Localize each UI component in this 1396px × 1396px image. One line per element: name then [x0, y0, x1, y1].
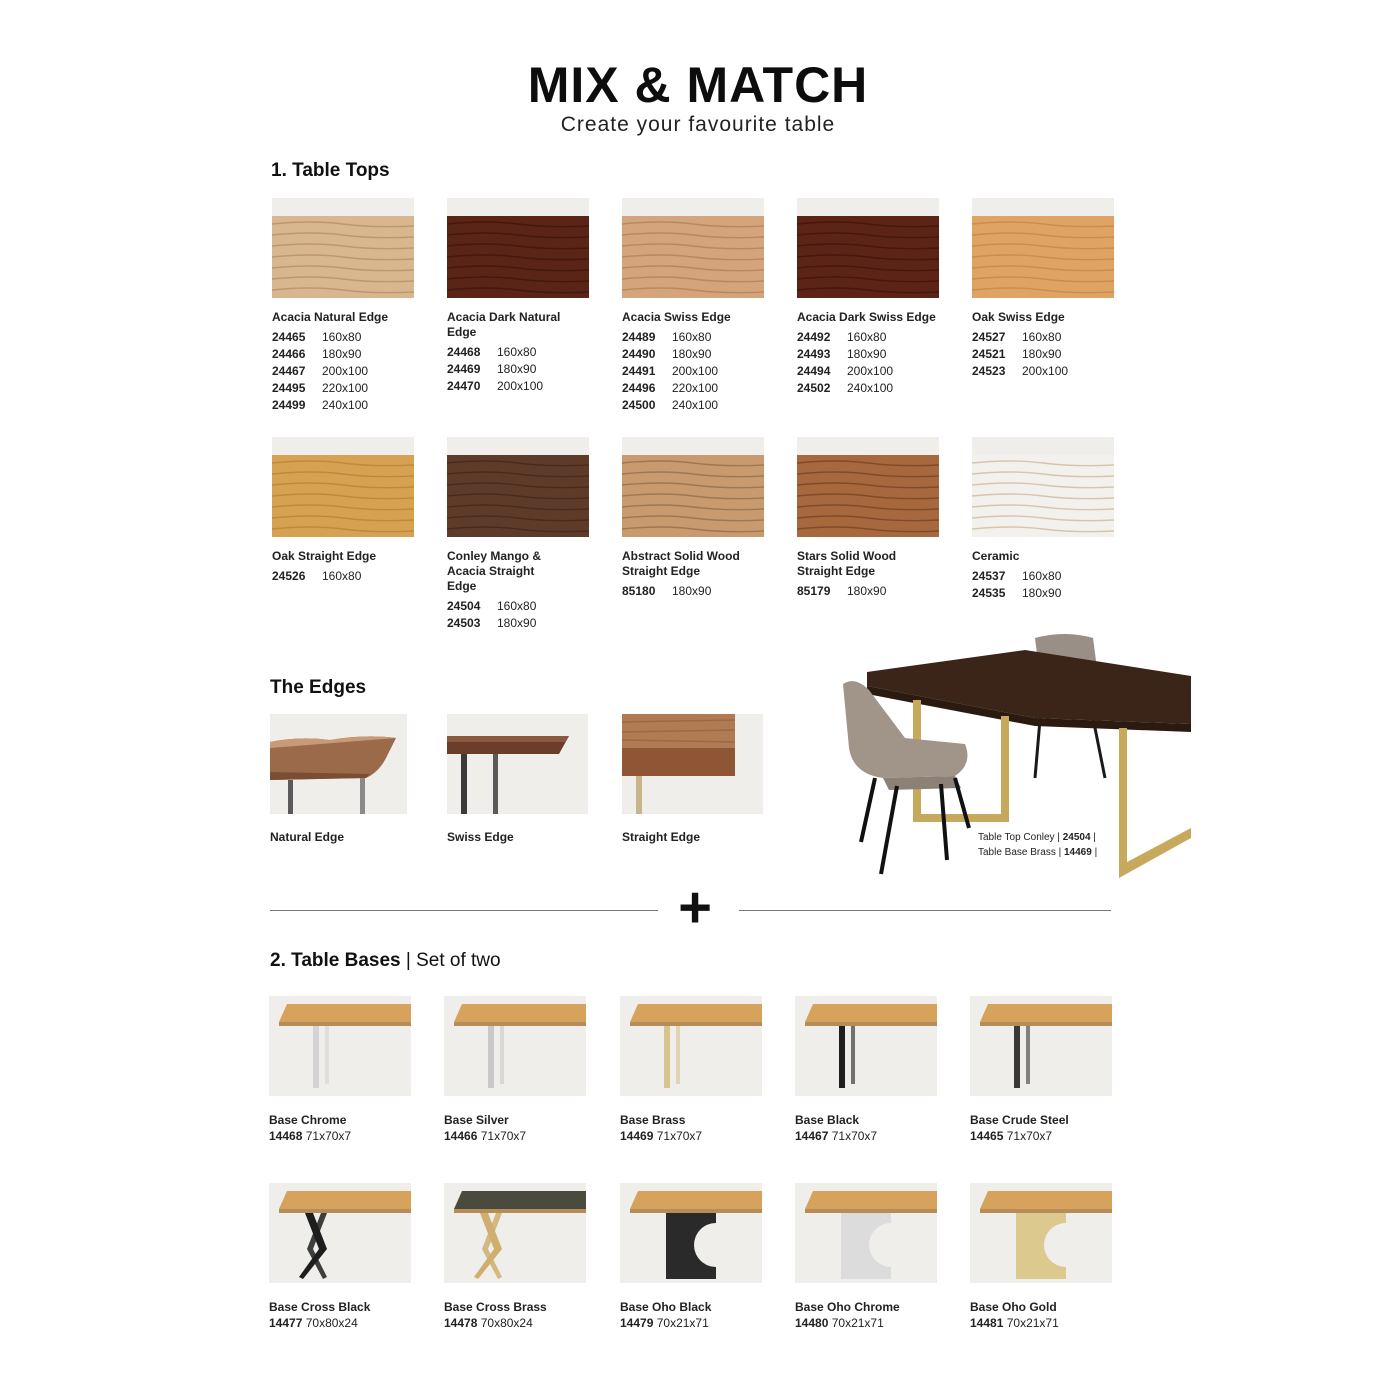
size-row: [972, 568, 1114, 585]
size-row: [972, 329, 1114, 346]
size-row: [797, 329, 939, 346]
size-row: [622, 397, 764, 414]
dimension: 200x100: [672, 364, 719, 378]
table-base-spec: [795, 1315, 937, 1331]
table-base-name: Base Silver: [444, 1113, 509, 1127]
dimension: 180x90: [672, 347, 712, 361]
table-base-card[interactable]: [970, 1183, 1112, 1331]
article-code: 14478: [444, 1316, 478, 1330]
article-code: 24503: [447, 616, 481, 630]
table-top-name: Stars Solid Wood Straight Edge: [797, 549, 897, 578]
divider-line-right: [739, 910, 1111, 911]
dimension: 240x100: [672, 398, 719, 412]
table-base-card[interactable]: [795, 1183, 937, 1331]
size-row: [797, 380, 939, 397]
table-top-card[interactable]: [272, 437, 414, 585]
dimension: 200x100: [322, 364, 369, 378]
size-row: [447, 378, 589, 395]
table-top-swatch: [447, 198, 589, 298]
article-code: 14468: [269, 1129, 303, 1143]
page-title: MIX & MATCH: [527, 57, 869, 113]
edge-name: Natural Edge: [270, 830, 345, 844]
table-base-name: Base Crude Steel: [970, 1113, 1069, 1127]
table-base-image: [269, 996, 411, 1096]
table-base-image: [970, 1183, 1112, 1283]
size-row: [272, 568, 414, 585]
table-base-name: Base Oho Black: [620, 1300, 712, 1314]
table-top-card[interactable]: [972, 437, 1114, 602]
table-top-name: Acacia Swiss Edge: [622, 310, 731, 324]
table-top-card[interactable]: [622, 437, 764, 600]
dimension: 160x80: [1022, 569, 1062, 583]
article-code: 24537: [972, 569, 1006, 583]
dimension: 71x70x7: [480, 1129, 527, 1143]
table-base-spec: [269, 1128, 411, 1144]
divider-line-left: [270, 910, 658, 911]
size-row: [272, 380, 414, 397]
dimension: 240x100: [322, 398, 369, 412]
table-base-card[interactable]: [269, 1183, 411, 1331]
table-top-swatch: [447, 437, 589, 537]
table-base-spec: [620, 1315, 762, 1331]
table-base-spec: [269, 1315, 411, 1331]
article-code: 24502: [797, 381, 831, 395]
table-base-spec: [620, 1128, 762, 1144]
straight-edge-image: [622, 714, 763, 814]
table-top-card[interactable]: [272, 198, 414, 414]
table-base-spec: [795, 1128, 937, 1144]
table-top-swatch: [972, 437, 1114, 537]
size-row: [622, 380, 764, 397]
table-base-name: Base Black: [795, 1113, 860, 1127]
table-bases-heading: 2. Table Bases | Set of two: [270, 950, 501, 971]
table-base-spec: [970, 1128, 1112, 1144]
table-base-spec: [444, 1315, 586, 1331]
size-row: [797, 363, 939, 380]
table-tops-heading: 1. Table Tops: [271, 160, 390, 181]
dimension: 160x80: [1022, 330, 1062, 344]
article-code: 24490: [622, 347, 656, 361]
size-row: [447, 361, 589, 378]
table-base-image: [444, 996, 586, 1096]
hero-caption: Table Top Conley | 24504 | Table Base Brass | 14469 |: [978, 832, 1098, 858]
natural-edge-image: [270, 714, 407, 814]
table-top-card[interactable]: [447, 437, 589, 632]
plus-icon: +: [678, 875, 712, 940]
article-code: 24504: [447, 599, 481, 613]
dimension: 70x21x71: [1006, 1316, 1059, 1330]
table-base-name: Base Cross Black: [269, 1300, 371, 1314]
size-row: [797, 346, 939, 363]
article-code: 24527: [972, 330, 1006, 344]
table-top-swatch: [622, 437, 764, 537]
edge-name: Swiss Edge: [447, 830, 514, 844]
size-row: [622, 346, 764, 363]
table-top-swatch: [272, 198, 414, 298]
table-base-image: [795, 996, 937, 1096]
table-top-name: Acacia Dark Swiss Edge: [797, 310, 936, 324]
dimension: 220x100: [322, 381, 369, 395]
article-code: 24535: [972, 586, 1006, 600]
article-code: 24526: [272, 569, 306, 583]
article-code: 14477: [269, 1316, 303, 1330]
page-subtitle: Create your favourite table: [560, 113, 836, 136]
dimension: 160x80: [322, 569, 362, 583]
article-code: 24496: [622, 381, 656, 395]
size-row: [272, 329, 414, 346]
dimension: 71x70x7: [831, 1129, 878, 1143]
dimension: 70x21x71: [831, 1316, 884, 1330]
table-top-name: Oak Straight Edge: [272, 549, 377, 563]
size-row: [972, 585, 1114, 602]
table-base-card[interactable]: [970, 996, 1112, 1144]
table-base-name: Base Brass: [620, 1113, 686, 1127]
edges-heading: The Edges: [270, 677, 367, 698]
table-base-image: [444, 1183, 586, 1283]
dimension: 180x90: [322, 347, 362, 361]
table-base-name: Base Chrome: [269, 1113, 347, 1127]
dimension: 180x90: [497, 616, 537, 630]
size-row: [447, 344, 589, 361]
table-base-name: Base Oho Chrome: [795, 1300, 900, 1314]
article-code: 24521: [972, 347, 1006, 361]
dimension: 180x90: [672, 584, 712, 598]
article-code: 24467: [272, 364, 306, 378]
article-code: 85179: [797, 584, 831, 598]
dimension: 180x90: [847, 584, 887, 598]
dimension: 200x100: [847, 364, 894, 378]
dimension: 220x100: [672, 381, 719, 395]
article-code: 24493: [797, 347, 831, 361]
article-code: 24499: [272, 398, 306, 412]
table-base-spec: [444, 1128, 586, 1144]
dimension: 160x80: [847, 330, 887, 344]
table-top-card[interactable]: [447, 198, 589, 395]
article-code: 24494: [797, 364, 831, 378]
table-top-name: Oak Swiss Edge: [972, 310, 1065, 324]
table-top-card[interactable]: [797, 198, 939, 397]
article-code: 14465: [970, 1129, 1004, 1143]
table-base-card[interactable]: [444, 1183, 586, 1331]
edge-name: Straight Edge: [622, 830, 701, 844]
article-code: 24491: [622, 364, 656, 378]
table-base-image: [620, 1183, 762, 1283]
article-code: 24465: [272, 330, 306, 344]
dimension: 70x80x24: [480, 1316, 533, 1330]
article-code: 14467: [795, 1129, 829, 1143]
table-base-image: [269, 1183, 411, 1283]
dimension: 180x90: [847, 347, 887, 361]
size-row: [622, 329, 764, 346]
table-top-swatch: [797, 198, 939, 298]
article-code: 14480: [795, 1316, 829, 1330]
dimension: 180x90: [497, 362, 537, 376]
table-base-card[interactable]: [620, 996, 762, 1144]
dimension: 180x90: [1022, 347, 1062, 361]
article-code: 24500: [622, 398, 656, 412]
article-code: 85180: [622, 584, 656, 598]
size-row: [272, 397, 414, 414]
dimension: 200x100: [1022, 364, 1069, 378]
dimension: 70x21x71: [656, 1316, 709, 1330]
table-top-name: Ceramic: [972, 549, 1020, 563]
dimension: 160x80: [672, 330, 712, 344]
table-base-card[interactable]: [444, 996, 586, 1144]
table-base-image: [970, 996, 1112, 1096]
article-code: 24468: [447, 345, 481, 359]
article-code: 24489: [622, 330, 656, 344]
article-code: 24523: [972, 364, 1006, 378]
table-base-image: [620, 996, 762, 1096]
table-base-card[interactable]: [620, 1183, 762, 1331]
table-top-swatch: [272, 437, 414, 537]
table-top-card[interactable]: [797, 437, 939, 600]
article-code: 24495: [272, 381, 306, 395]
size-row: [972, 363, 1114, 380]
table-base-name: Base Cross Brass: [444, 1300, 547, 1314]
table-top-swatch: [797, 437, 939, 537]
article-code: 24470: [447, 379, 481, 393]
size-row: [447, 615, 589, 632]
table-top-card[interactable]: [972, 198, 1114, 380]
article-code: 14479: [620, 1316, 654, 1330]
edge-card-natural[interactable]: [270, 714, 407, 844]
article-code: 24469: [447, 362, 481, 376]
table-base-spec: [970, 1315, 1112, 1331]
table-base-image: [795, 1183, 937, 1283]
article-code: 14481: [970, 1316, 1004, 1330]
dimension: 71x70x7: [656, 1129, 703, 1143]
article-code: 14466: [444, 1129, 478, 1143]
size-row: [272, 363, 414, 380]
size-row: [622, 363, 764, 380]
dimension: 160x80: [497, 599, 537, 613]
dimension: 160x80: [322, 330, 362, 344]
table-base-card[interactable]: [269, 996, 411, 1144]
size-row: [797, 583, 939, 600]
dimension: 160x80: [497, 345, 537, 359]
dimension: 180x90: [1022, 586, 1062, 600]
article-code: 24466: [272, 347, 306, 361]
table-base-card[interactable]: [795, 996, 937, 1144]
dimension: 71x70x7: [305, 1129, 352, 1143]
size-row: [447, 598, 589, 615]
size-row: [622, 583, 764, 600]
table-top-card[interactable]: [622, 198, 764, 414]
table-top-name: Conley Mango & Acacia Straight Edge: [447, 549, 542, 593]
table-top-swatch: [972, 198, 1114, 298]
size-row: [972, 346, 1114, 363]
article-code: 24492: [797, 330, 831, 344]
table-top-name: Acacia Dark Natural Edge: [447, 310, 561, 339]
table-top-name: Acacia Natural Edge: [272, 310, 389, 324]
dimension: 240x100: [847, 381, 894, 395]
article-code: 14469: [620, 1129, 654, 1143]
dimension: 70x80x24: [305, 1316, 358, 1330]
table-base-name: Base Oho Gold: [970, 1300, 1057, 1314]
table-top-name: Abstract Solid Wood Straight Edge: [622, 549, 740, 578]
dimension: 200x100: [497, 379, 544, 393]
swiss-edge-image: [447, 714, 588, 814]
dimension: 71x70x7: [1006, 1129, 1053, 1143]
table-top-swatch: [622, 198, 764, 298]
size-row: [272, 346, 414, 363]
edge-card-swiss[interactable]: [447, 714, 588, 844]
edge-card-straight[interactable]: [622, 714, 763, 844]
